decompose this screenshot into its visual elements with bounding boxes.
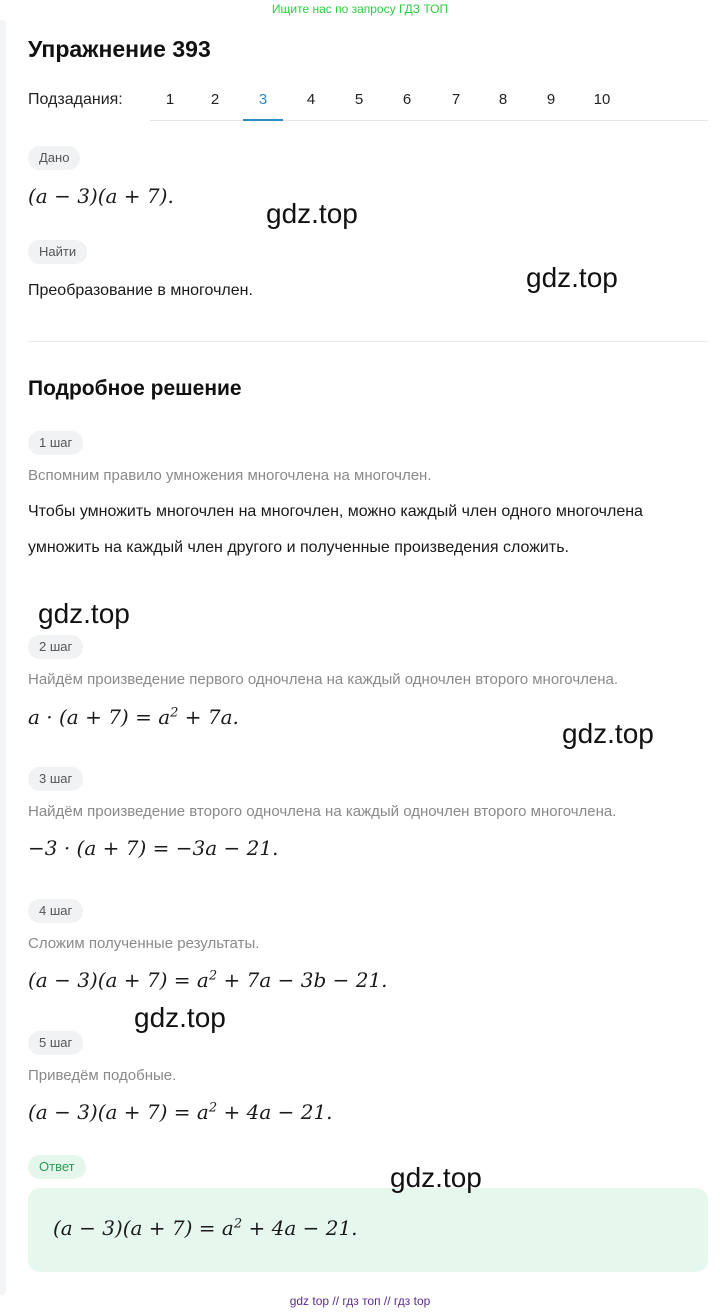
- step-5-expr-post: + 4a − 21.: [217, 1100, 333, 1124]
- top-banner[interactable]: Ищите нас по запросу ГДЗ ТОП: [271, 2, 449, 16]
- find-text: Преобразование в многочлен.: [28, 282, 253, 299]
- step-2-expr-post: + 7a.: [178, 705, 239, 729]
- step-3-expression: [28, 836, 278, 860]
- given-expression: [28, 184, 174, 208]
- subtask-tab-1[interactable]: 1: [165, 91, 175, 108]
- watermark: gdz.top: [562, 718, 654, 749]
- subtask-tab-2[interactable]: 2: [210, 91, 220, 108]
- step-5-expr-pre: (a − 3)(a + 7) = a: [28, 1100, 209, 1124]
- watermark: gdz.top: [38, 598, 130, 629]
- answer-expr-sup: 2: [233, 1216, 243, 1232]
- step-1-hint: Вспомним правило умножения многочлена на многочлен.: [28, 467, 432, 484]
- answer-expression: [53, 1216, 358, 1240]
- step-3-label: 3 шаг: [28, 767, 83, 791]
- step-2-hint: Найдём произведение первого одночлена на каждый одночлен второго многочлена.: [28, 671, 619, 688]
- step-4-label: 4 шаг: [28, 899, 83, 923]
- subtasks-label: Подзадания:: [28, 91, 123, 108]
- step-5-hint: Приведём подобные.: [28, 1067, 177, 1084]
- given-expression-text: (a − 3)(a + 7).: [28, 184, 174, 208]
- step-2-expr-pre: a · (a + 7) = a: [28, 705, 171, 729]
- subtask-tab-9[interactable]: 9: [546, 91, 556, 108]
- given-label: Дано: [28, 146, 80, 170]
- find-label: Найти: [28, 240, 87, 264]
- step-1-label: 1 шаг: [28, 431, 83, 455]
- subtask-tab-7[interactable]: 7: [451, 91, 461, 108]
- watermark: gdz.top: [266, 198, 358, 229]
- step-3-hint: Найдём произведение второго одночлена на каждый одночлен второго многочлена.: [28, 803, 617, 820]
- step-2-expr-sup: 2: [170, 705, 179, 721]
- answer-box: [28, 1188, 708, 1272]
- step-5-expr-sup: 2: [208, 1100, 218, 1116]
- subtask-tab-6[interactable]: 6: [402, 91, 412, 108]
- step-4-expr-sup: 2: [208, 968, 218, 984]
- step-4-hint: Сложим полученные результаты.: [28, 935, 260, 952]
- step-2-expression: [28, 705, 239, 729]
- step-2-label: 2 шаг: [28, 635, 83, 659]
- subtask-tab-3[interactable]: 3: [243, 84, 283, 121]
- answer-expr-pre: (a − 3)(a + 7) = a: [53, 1216, 234, 1240]
- watermark: gdz.top: [390, 1162, 482, 1193]
- step-4-expr-pre: (a − 3)(a + 7) = a: [28, 968, 209, 992]
- subtask-tab-8[interactable]: 8: [498, 91, 508, 108]
- footer-links[interactable]: gdz top // гдз топ // гдз top: [289, 1294, 431, 1308]
- left-rail: [0, 20, 6, 1295]
- step-4-expr-post: + 7a − 3b − 21.: [217, 968, 388, 992]
- subtasks-tabs: [150, 84, 708, 121]
- subtask-tab-5[interactable]: 5: [354, 91, 364, 108]
- subtask-tab-10[interactable]: 10: [593, 91, 611, 108]
- page-title: Упражнение 393: [28, 36, 211, 62]
- answer-label: Ответ: [28, 1155, 86, 1179]
- section-divider: [28, 341, 708, 342]
- answer-expr-post: + 4a − 21.: [242, 1216, 358, 1240]
- watermark: gdz.top: [526, 262, 618, 293]
- step-3-expr-pre: −3 · (a + 7) = −3a − 21.: [28, 836, 279, 860]
- step-5-label: 5 шаг: [28, 1031, 83, 1055]
- subtask-tab-4[interactable]: 4: [306, 91, 316, 108]
- step-1-text: Чтобы умножить многочлен на многочлен, можно каждый член одного многочлена умножить на каждый член другого и полученные произведения сложить.: [28, 503, 643, 556]
- step-4-expression: [28, 968, 388, 992]
- step-5-expression: [28, 1100, 333, 1124]
- solution-title: Подробное решение: [28, 377, 242, 400]
- watermark: gdz.top: [134, 1002, 226, 1033]
